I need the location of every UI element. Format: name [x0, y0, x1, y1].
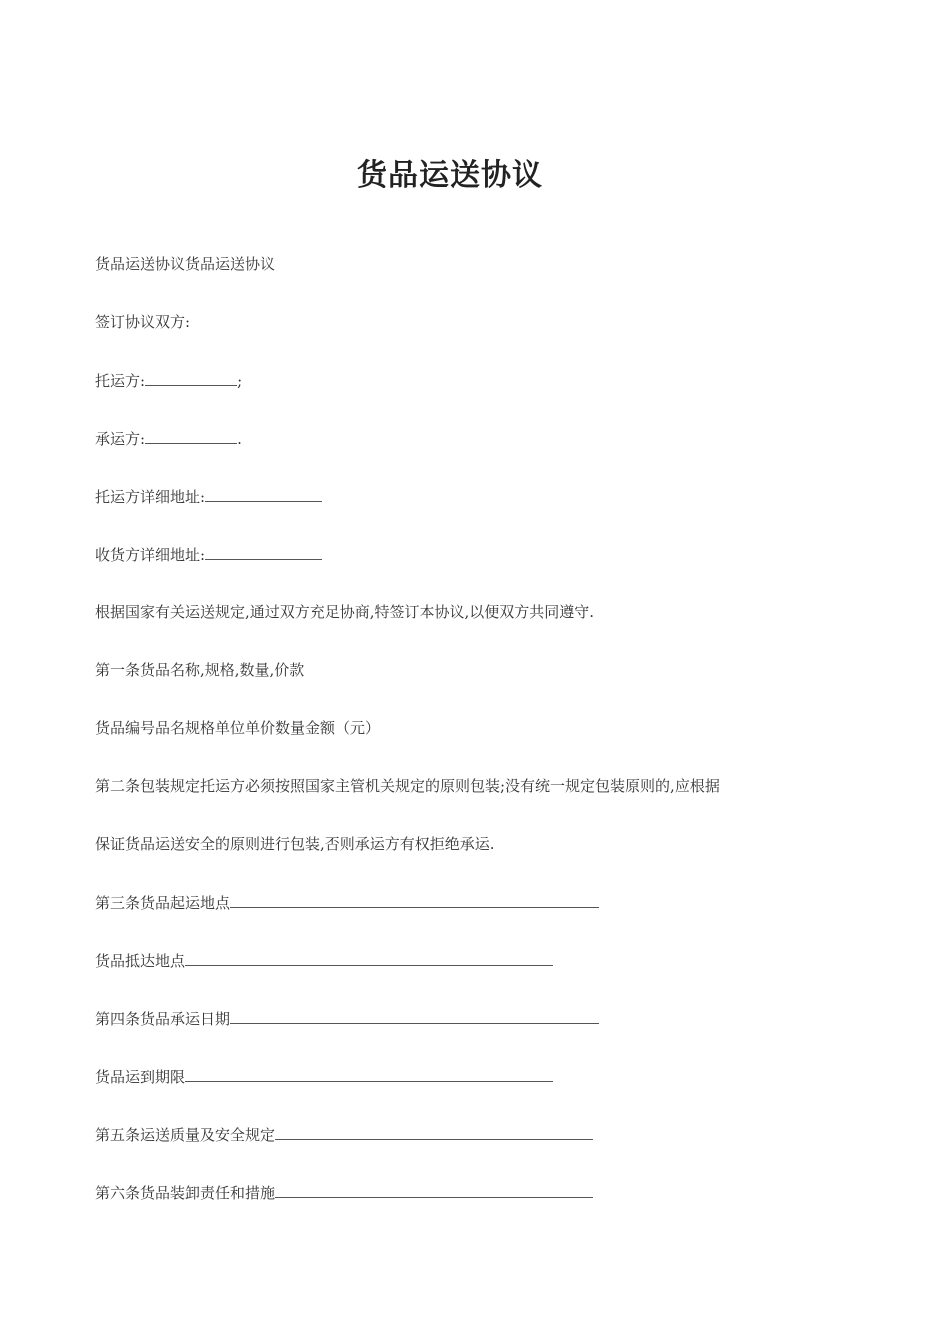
article5-blank [275, 1124, 593, 1140]
consignor-blank [145, 370, 237, 386]
article1-title: 第一条货品名称,规格,数量,价款 [95, 661, 305, 679]
consignee-address-blank [205, 544, 322, 560]
article6-label: 第六条货品装卸责任和措施 [95, 1184, 276, 1202]
article5-line [95, 1124, 593, 1145]
article3-label: 第三条货品起运地点 [95, 894, 231, 912]
carrier-blank [145, 428, 237, 444]
article3-blank [230, 892, 599, 908]
consignor-suffix: ; [237, 372, 243, 390]
article5-label: 第五条运送质量及安全规定 [95, 1126, 276, 1144]
article1-columns: 货品编号品名规格单位单价数量金额（元） [95, 719, 381, 737]
article2-line2: 保证货品运送安全的原则进行包装,否则承运方有权拒绝承运. [95, 835, 495, 853]
carrier-line [95, 428, 242, 449]
article2-line1: 第二条包装规定托运方必须按照国家主管机关规定的原则包装;没有统一规定包装原则的,应根据 [95, 777, 720, 795]
consignor-line [95, 370, 242, 391]
arrival-place-blank [185, 950, 553, 966]
consignee-address-label: 收货方详细地址: [95, 546, 206, 564]
document-title: 货品运送协议 [357, 158, 543, 193]
parties-heading: 签订协议双方: [95, 313, 191, 331]
arrival-place-line [95, 950, 553, 971]
article4-line [95, 1008, 599, 1029]
arrival-deadline-line [95, 1066, 553, 1087]
consignee-address-line [95, 544, 322, 565]
consignor-address-blank [205, 486, 322, 502]
article3-line [95, 892, 599, 913]
preamble-line: 根据国家有关运送规定,通过双方充足协商,特签订本协议,以便双方共同遵守. [95, 603, 595, 621]
consignor-label: 托运方: [95, 372, 146, 390]
article4-blank [230, 1008, 599, 1024]
article4-label: 第四条货品承运日期 [95, 1010, 231, 1028]
arrival-place-label: 货品抵达地点 [95, 952, 186, 970]
article6-line [95, 1182, 593, 1203]
article6-blank [275, 1182, 593, 1198]
intro-line: 货品运送协议货品运送协议 [95, 255, 276, 273]
carrier-label: 承运方: [95, 430, 146, 448]
arrival-deadline-label: 货品运到期限 [95, 1068, 186, 1086]
consignor-address-line [95, 486, 322, 507]
arrival-deadline-blank [185, 1066, 553, 1082]
carrier-suffix: . [237, 430, 242, 448]
consignor-address-label: 托运方详细地址: [95, 488, 206, 506]
